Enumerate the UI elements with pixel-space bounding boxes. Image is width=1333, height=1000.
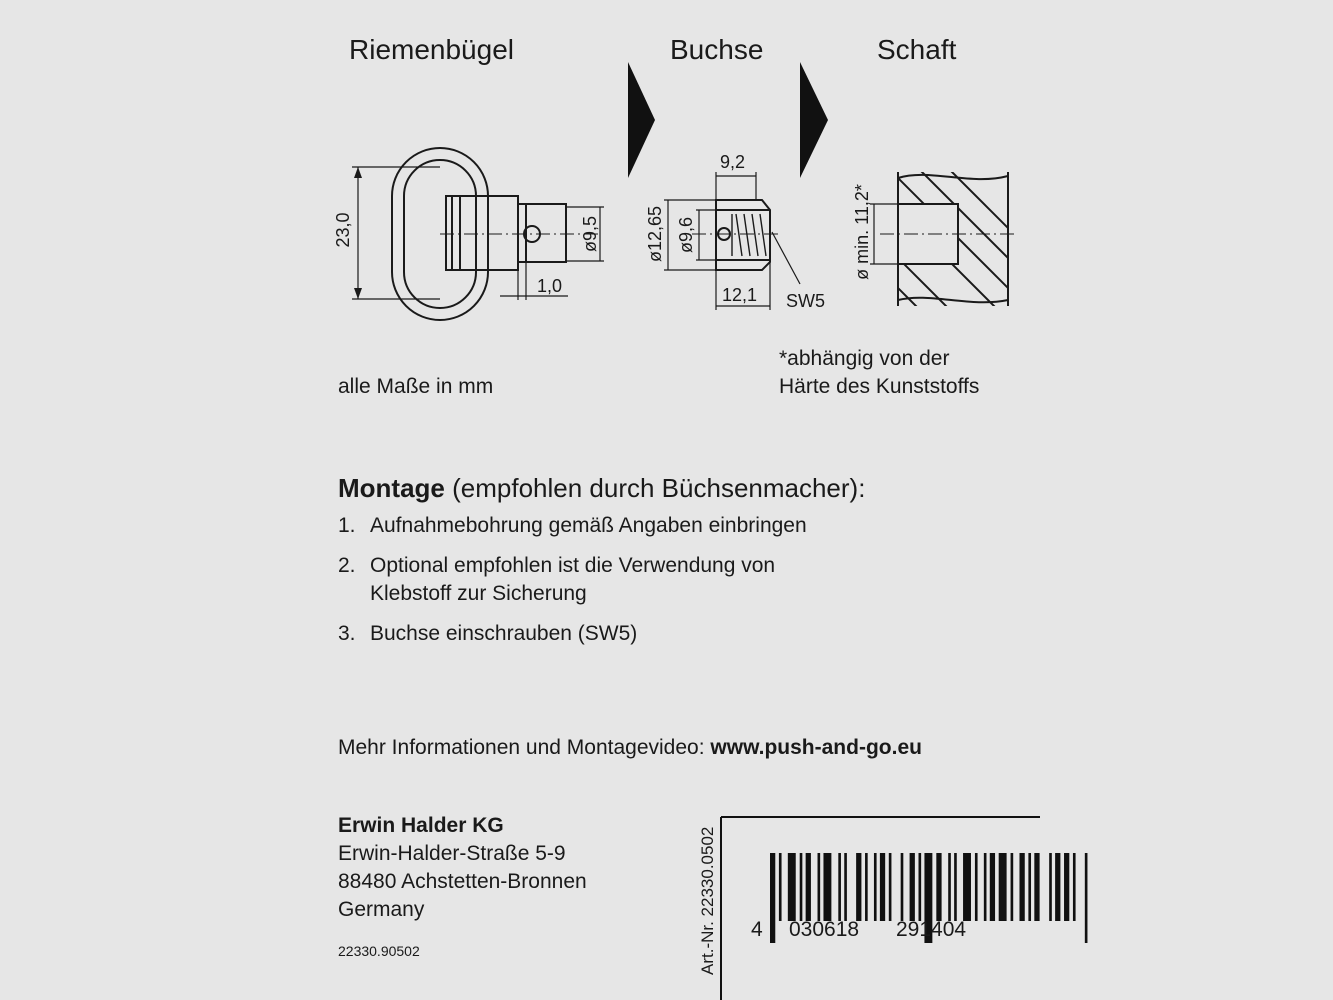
company-city: 88480 Achstetten-Bronnen: [338, 870, 587, 893]
barcode-bar: [823, 853, 831, 921]
list-item-text: Aufnahmebohrung gemäß Angaben einbringen: [370, 514, 807, 537]
barcode-bar: [910, 853, 915, 921]
assembly-title-rest: (empfohlen durch Büchsenmacher):: [444, 473, 866, 503]
footnote-line1: *abhängig von der: [779, 347, 950, 370]
units-note: alle Maße in mm: [338, 375, 494, 398]
barcode-bar: [800, 853, 803, 921]
barcode-bar: [1034, 853, 1039, 921]
barcode-bar: [844, 853, 847, 921]
barcode-bar: [880, 853, 885, 921]
list-item-number: 2.: [338, 554, 356, 577]
barcode-bar: [779, 853, 782, 921]
barcode-bar: [990, 853, 995, 921]
assembly-title-bold: Montage: [338, 473, 445, 503]
barcode-bar: [948, 853, 951, 921]
label-strap-bracket: Riemenbügel: [349, 34, 514, 65]
barcode-bar: [975, 853, 978, 921]
more-info-text: Mehr Informationen und Montagevideo:: [338, 736, 711, 759]
barcode-bar: [919, 853, 922, 921]
dim-socket-width: 9,2: [720, 152, 746, 172]
dim-stock-bore: ø min. 11,2*: [852, 184, 872, 280]
barcode-bar: [1028, 853, 1031, 921]
barcode-bar: [856, 853, 861, 921]
barcode-bar: [936, 853, 941, 921]
label-socket: Buchse: [670, 34, 764, 65]
barcode-bar: [806, 853, 811, 921]
dim-bracket-offset: 1,0: [537, 276, 563, 296]
barcode-bar: [788, 853, 796, 921]
barcode-bar: [770, 853, 775, 943]
dim-bracket-height: 23,0: [333, 212, 353, 248]
barcode-bar: [999, 853, 1007, 921]
barcode-bar: [818, 853, 821, 921]
barcode-bar: [963, 853, 971, 921]
company-country: Germany: [338, 898, 425, 921]
company-street: Erwin-Halder-Straße 5-9: [338, 842, 566, 865]
list-item-text: Buchse einschrauben (SW5): [370, 622, 638, 645]
barcode-bar: [901, 853, 904, 921]
barcode-bar: [1049, 853, 1052, 921]
barcode-bar: [1073, 853, 1076, 921]
dim-socket-wrench: SW5: [786, 291, 826, 311]
barcode-bar: [1011, 853, 1014, 921]
barcode-bar: [1019, 853, 1024, 921]
dim-bracket-pin-dia: ø9,5: [580, 215, 600, 253]
barcode-bar: [874, 853, 877, 921]
dim-socket-inner-dia: ø9,6: [676, 216, 696, 254]
footnote-line2: Härte des Kunststoffs: [779, 375, 980, 398]
barcode-bar: [984, 853, 987, 921]
dim-socket-outer-dia: ø12,65: [645, 205, 665, 263]
barcode-bar: [1055, 853, 1060, 921]
dim-socket-length: 12,1: [722, 285, 758, 305]
barcode-digit-first: 4: [751, 918, 763, 941]
list-item-text-continued: Klebstoff zur Sicherung: [370, 582, 587, 605]
barcode-digits-right: 291404: [896, 918, 967, 941]
list-item-number: 1.: [338, 514, 356, 537]
barcode-bar: [838, 853, 841, 921]
company-name: Erwin Halder KG: [338, 814, 504, 837]
barcode-bar: [889, 853, 892, 921]
barcode-bar: [865, 853, 868, 921]
article-number: Art.-Nr. 22330.0502: [698, 826, 717, 975]
list-item-text: Optional empfohlen ist die Verwendung von: [370, 554, 776, 577]
company-code: 22330.90502: [338, 943, 420, 959]
list-item-number: 3.: [338, 622, 356, 645]
barcode-bar: [1064, 853, 1069, 921]
barcode-digits-left: 030618: [789, 918, 860, 941]
website-link[interactable]: www.push-and-go.eu: [710, 736, 922, 759]
label-stock: Schaft: [877, 34, 957, 65]
barcode-bar: [954, 853, 957, 921]
barcode-bar: [1085, 853, 1088, 943]
